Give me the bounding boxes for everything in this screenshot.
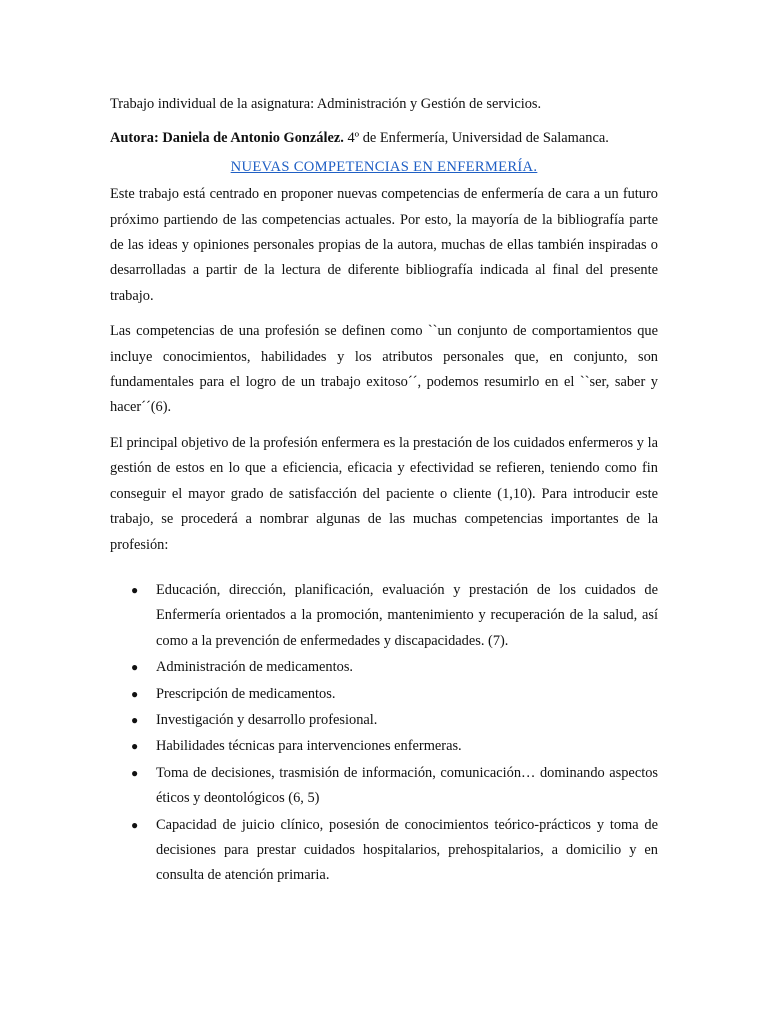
list-item [110, 655, 658, 680]
list-item-text: Habilidades técnicas para intervenciones enfermeras. [156, 738, 462, 755]
author-label: Autora: Daniela de Antonio González. [110, 130, 344, 147]
list-item-text: Toma de decisiones, trasmisión de información, comunicación… dominando aspectos éticos y deontológicos (6, 5) [156, 764, 658, 807]
bullet-icon: ● [131, 765, 139, 780]
list-item [110, 708, 658, 733]
bullet-icon: ● [131, 582, 139, 597]
paragraph-definition: Las competencias de una profesión se definen como ``un conjunto de comportamientos que incluye conocimientos, habilidades y los atributos personales que, en conjunto, son fundamentales para el logro de un trabajo exitoso´´, podemos resumirlo en el ``ser, saber y hacer´´(6). [110, 323, 658, 416]
list-item-text: Capacidad de juicio clínico, posesión de conocimientos teórico-prácticos y toma de decisiones para prestar cuidados hospitalarios, prehospitalarios, a domicilio y en consulta de atención primaria. [156, 816, 658, 884]
document-page [110, 92, 658, 890]
bullet-icon: ● [131, 660, 139, 675]
author-affiliation: 4º de Enfermería, Universidad de Salamanca. [343, 130, 609, 147]
list-item-text: Prescripción de medicamentos. [156, 685, 336, 702]
bullet-icon: ● [131, 739, 139, 754]
list-item [110, 682, 658, 707]
list-item [110, 813, 658, 889]
document-title [110, 155, 658, 180]
bullet-icon: ● [131, 686, 139, 701]
subject-line: Trabajo individual de la asignatura: Administración y Gestión de servicios. [110, 96, 542, 112]
paragraph-intro: Este trabajo está centrado en proponer nuevas competencias de enfermería de cara a un futuro próximo partiendo de las competencias actuales. Por esto, la mayoría de la bibliografía parte de las ideas y opiniones personales propias de la autora, muchas de ellas también inspiradas o desarrolladas a partir de la lectura de diferente bibliografía indicada al final del presente trabajo. [110, 186, 658, 304]
list-item [110, 734, 658, 759]
author-line [110, 126, 658, 151]
document-title-text: NUEVAS COMPETENCIAS EN ENFERMERÍA. [230, 158, 538, 175]
competency-list [110, 578, 658, 889]
list-item-text: Administración de medicamentos. [156, 659, 354, 676]
list-item-text: Educación, dirección, planificación, evaluación y prestación de los cuidados de Enfermería orientados a la promoción, mantenimiento y recuperación de la salud, así como a la prevención de enfermedades y discapacidades. (7). [156, 581, 658, 649]
paragraph-objective: El principal objetivo de la profesión enfermera es la prestación de los cuidados enfermeros y la gestión de estos en lo que a eficiencia, eficacia y efectividad se refieren, teniendo como fin conseguir el mayor grado de satisfacción del paciente o cliente (1,10). Para introducir este trabajo, se procederá a nombrar algunas de las muchas competencias importantes de la profesión: [110, 434, 658, 553]
bullet-icon: ● [131, 817, 139, 832]
list-item [110, 578, 658, 654]
bullet-icon: ● [131, 712, 139, 727]
list-item [110, 761, 658, 812]
list-item-text: Investigación y desarrollo profesional. [156, 711, 378, 728]
